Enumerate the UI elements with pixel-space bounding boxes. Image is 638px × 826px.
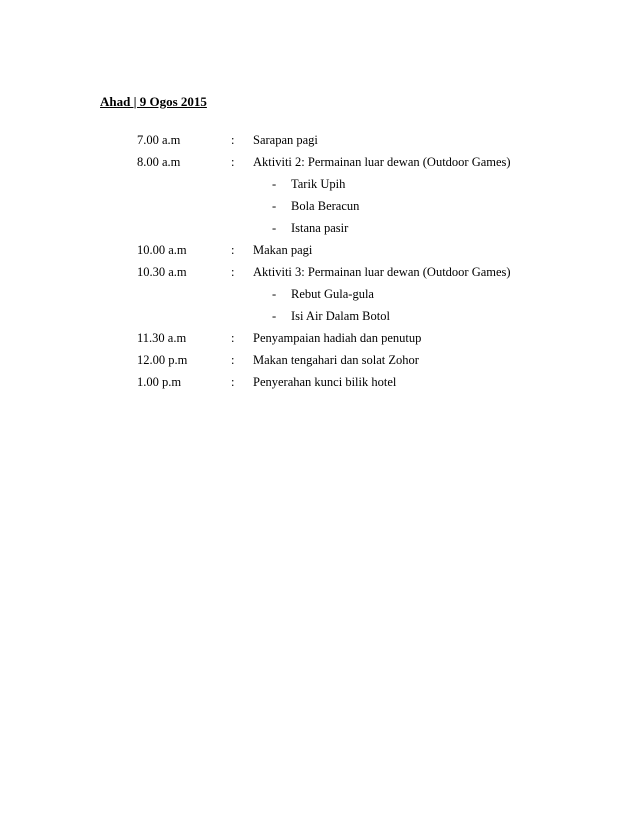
activity-subitem [0,284,638,306]
schedule-time: 12.00 p.m [137,353,188,367]
subitem-text: Rebut Gula-gula [291,287,374,301]
schedule-activity: Aktiviti 2: Permainan luar dewan (Outdoor Games) [253,155,511,169]
schedule-time: 8.00 a.m [137,155,181,169]
schedule-separator: : [231,265,235,279]
schedule-activity: Makan pagi [253,243,313,257]
bullet-dash: - [272,221,277,235]
activity-subitem [0,174,638,196]
page-heading: Ahad | 9 Ogos 2015 [100,94,207,109]
bullet-dash: - [272,287,277,301]
schedule-time: 1.00 p.m [137,375,182,389]
schedule-row [0,350,638,372]
schedule-row [0,240,638,262]
bullet-dash: - [272,309,277,323]
subitem-text: Isi Air Dalam Botol [291,309,390,323]
schedule-activity: Penyampaian hadiah dan penutup [253,331,422,345]
activity-subitem [0,306,638,328]
schedule-time: 7.00 a.m [137,133,181,147]
schedule-row [0,130,638,152]
subitem-text: Istana pasir [291,221,349,235]
schedule-row [0,152,638,174]
bullet-dash: - [272,199,277,213]
schedule-activity: Makan tengahari dan solat Zohor [253,353,419,367]
activity-subitem [0,218,638,240]
schedule-separator: : [231,353,235,367]
schedule-separator: : [231,155,235,169]
schedule-time: 10.00 a.m [137,243,187,257]
schedule-separator: : [231,331,235,345]
activity-subitem [0,196,638,218]
schedule-separator: : [231,375,235,389]
bullet-dash: - [272,177,277,191]
schedule-row [0,262,638,284]
schedule-row [0,372,638,394]
schedule-activity: Sarapan pagi [253,133,318,147]
schedule-separator: : [231,243,235,257]
schedule-time: 11.30 a.m [137,331,187,345]
schedule-activity: Aktiviti 3: Permainan luar dewan (Outdoor Games) [253,265,511,279]
schedule-time: 10.30 a.m [137,265,187,279]
subitem-text: Tarik Upih [291,177,346,191]
schedule-activity: Penyerahan kunci bilik hotel [253,375,397,389]
subitem-text: Bola Beracun [291,199,360,213]
schedule-row [0,328,638,350]
schedule-list [0,130,638,394]
schedule-separator: : [231,133,235,147]
